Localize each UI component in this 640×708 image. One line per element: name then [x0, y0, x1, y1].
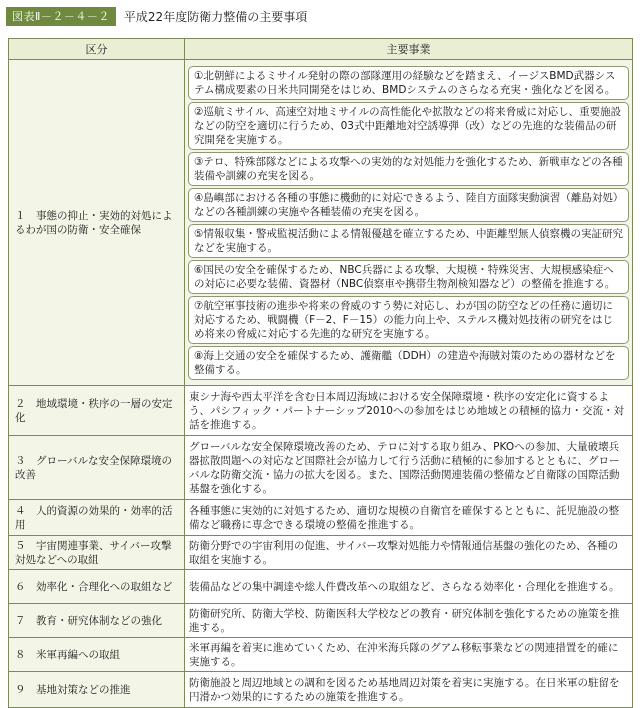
category-cell: ５ 宇宙関連事業、サイバー攻撃対処などへの取組	[9, 536, 185, 570]
header-main-projects: 主要事業	[185, 39, 633, 60]
table-header-row	[9, 39, 633, 60]
category-cell: ８ 米軍再編への取組	[9, 638, 185, 672]
project-item: ⑧海上交通の安全を確保するため、護衛艦（DDH）の建造や海賊対策のための器材などを整備する。	[188, 346, 629, 380]
detail-cell	[185, 60, 633, 386]
category-cell: ７ 教育・研究体制などの強化	[9, 604, 185, 638]
detail-cell: 各種事態に実効的に対処するため、適切な規模の自衛官を確保するとともに、託児施設の整備など職務に専念できる環境の整備を推進する。	[185, 500, 633, 536]
project-item: ①北朝鮮によるミサイル発射の際の部隊運用の経験などを踏まえ、イージスBMD武器システム構成要素の日米共同開発をはじめ、BMDシステムのさらなる充実・強化などを図る。	[188, 66, 629, 100]
table-row	[9, 536, 633, 570]
detail-cell: グローバルな安全保障環境改善のため、テロに対する取り組み、PKOへの参加、大量破壊兵器拡散問題への対応など国際社会が協力して行う活動に積極的に参加するとともに、グローバルな防衛交流・協力の拡大を図る。また、国際活動関連装備の整備など自衛隊の国際活動基盤を強化する。	[185, 436, 633, 500]
table-row	[9, 60, 633, 386]
project-item: ②巡航ミサイル、高速空対地ミサイルの高性能化や拡散などの将来脅威に対応し、重要施設などの防空を適切に行うため、03式中距離地対空誘導弾（改）などの先進的な装備品の研究開発を実施する。	[188, 102, 629, 150]
category-cell: ２ 地域環境・秩序の一層の安定化	[9, 386, 185, 436]
project-item: ④島嶼部における各種の事態に機動的に対応できるよう、陸自方面隊実動演習（離島対処）などの各種訓練の実施や各種装備の充実を図る。	[188, 188, 629, 222]
detail-cell: 防衛分野での宇宙利用の促進、サイバー攻撃対処能力や情報通信基盤の強化のため、各種の取組を実施する。	[185, 536, 633, 570]
figure-header	[6, 6, 307, 26]
detail-cell: 東シナ海や西太平洋を含む日本周辺海域における安全保障環境・秩序の安定化に資するよう、パシフィック・パートナーシップ2010への参加をはじめ地域との積極的協力・交流・対話を推進する。	[185, 386, 633, 436]
table-row	[9, 500, 633, 536]
table-row	[9, 436, 633, 500]
detail-cell: 防衛研究所、防衛大学校、防衛医科大学校などの教育・研究体制を強化するための施策を推進する。	[185, 604, 633, 638]
category-cell: ９ 基地対策などの推進	[9, 672, 185, 708]
category-cell	[9, 60, 185, 386]
project-item: ⑤情報収集・警戒監視活動による情報優越を確立するため、中距離型無人偵察機の実証研究などを実施する。	[188, 224, 629, 258]
project-item: ③テロ、特殊部隊などによる攻撃への実効的な対処能力を強化するため、新戦車などの各種装備や訓練の充実を図る。	[188, 152, 629, 186]
figure-title: 平成22年度防衛力整備の主要事項	[123, 9, 308, 24]
detail-cell: 米軍再編を着実に進めていくため、在沖米海兵隊のグアム移転事業などの関連措置を的確に実施する。	[185, 638, 633, 672]
category-cell: ６ 効率化・合理化への取組など	[9, 570, 185, 604]
figure-label: 図表Ⅱ－２－４－２	[6, 7, 116, 26]
category-cell: ３ グローバルな安全保障環境の改善	[9, 436, 185, 500]
main-table	[8, 38, 633, 708]
table-container	[8, 38, 632, 708]
table-row	[9, 604, 633, 638]
table-row	[9, 570, 633, 604]
detail-cell: 装備品などの集中調達や総人件費改革への取組など、さらなる効率化・合理化を推進する。	[185, 570, 633, 604]
table-row	[9, 638, 633, 672]
category-cell: ４ 人的資源の効果的・効率的活用	[9, 500, 185, 536]
detail-cell: 防衛施設と周辺地域との調和を図るため基地周辺対策を着実に実施する。在日米軍の駐留を円滑かつ効果的にするための施策を推進する。	[185, 672, 633, 708]
table-row	[9, 672, 633, 708]
table-row	[9, 386, 633, 436]
project-item: ⑥国民の安全を確保するため、NBC兵器による攻撃、大規模・特殊災害、大規模感染症への対応に必要な装備、資器材（NBC偵察車や携帯生物剤検知器など）の整備を推進する。	[188, 260, 629, 294]
header-category: 区分	[9, 39, 185, 60]
category-text: １ 事態の抑止・実効的対処によるわが国の防衛・安全確保	[15, 209, 173, 236]
project-item: ⑦航空軍事技術の進歩や将来の脅威のすう勢に対応し、わが国の防空などの任務に適切に対応するため、戦闘機（F－2、F－15）の能力向上や、ステルス機対処技術の研究をはじめ将来の脅威に対応する先進的な研究を実施する。	[188, 296, 629, 344]
